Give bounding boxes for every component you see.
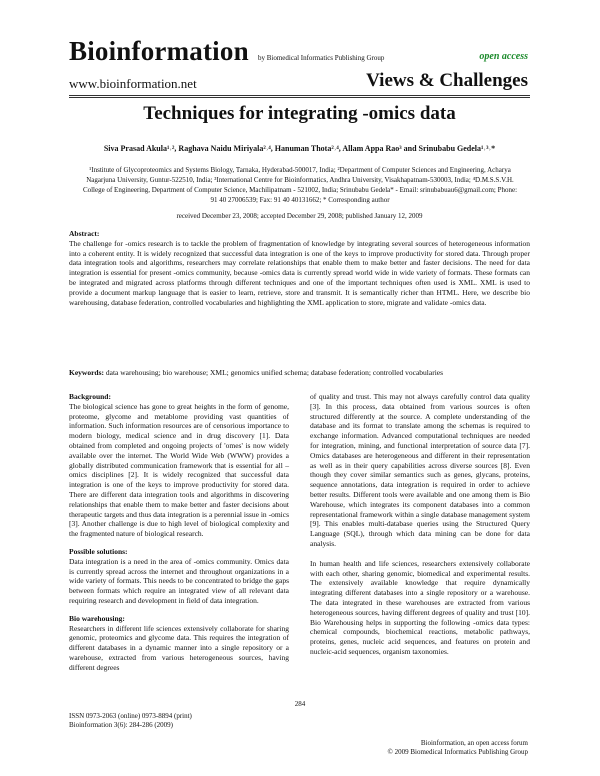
warehousing-text: Researchers in different life sciences extensively collaborate for sharing genomic, proteomics and glycome data. This requires the integration of different databases in a dynamic manner into a single repository or a warehouse, extracted from various heterogeneous sources, having different degrees (69, 623, 289, 672)
publisher-line: by Biomedical Informatics Publishing Group (258, 54, 385, 62)
keywords-text: data warehousing; bio warehouse; XML; genomics unified schema; database federation; controlled vocabularies (104, 368, 444, 377)
section-name: Views & Challenges (366, 70, 528, 91)
issn-block (69, 712, 192, 730)
solutions-text: Data integration is a need in the area of -omics community. Omics data is currently spread across the internet and throughout organizations in a wide variety of formats. This needs to be concentrated to bridge the gaps between formats which require an integrated view of all relevant data requiring research and development in field of data integration. (69, 556, 289, 605)
issn-line: ISSN 0973-2063 (online) 0973-8894 (print) (69, 712, 192, 720)
background-heading: Background: (69, 392, 111, 401)
keywords-line (69, 368, 530, 378)
left-column (69, 392, 289, 673)
header-rule-second (69, 97, 530, 98)
abstract-heading: Abstract: (69, 229, 100, 238)
abstract-text: The challenge for -omics research is to tackle the problem of fragmentation of knowledge by integrating several sources of heterogeneous information into a coherent entity. It is widely recognized that successful data integration is one of the keys to improve productivity for stored data. Through proper data integration tools and algorithms, researchers may correlate relationships that enable them to make better and faster decisions. The need for data integration is essential for present -omics community, because -omics data is currently spread world wide in wide variety of formats. These formats can be integrated and migrated across platforms through different techniques and one of the important techniques often used is XML. XML is used to provide a document markup language that is easier to learn, retrieve, store and transmit. It is semantically richer than HTML. Here, we describe bio warehousing, database federation, controlled vocabularies and highlighting the XML application to store, migrate and validate -omics data. (69, 238, 530, 307)
warehousing-heading: Bio warehousing: (69, 613, 125, 623)
article-title: Techniques for integrating -omics data (143, 103, 456, 124)
abstract-section (69, 229, 530, 307)
right-column (310, 392, 530, 657)
citation-line: Bioinformation 3(6): 284-286 (2009) (69, 721, 174, 729)
page-number: 284 (294, 700, 306, 708)
affiliations: ¹Institute of Glycoproteomics and Systems Biology, Tarnaka, Hyderabad-500017, India; ²Department of Computer Sciences and Engineering, Acharya Nagarjuna University, Guntur-522510, India; ³International Centre for Bioinformatics, Andhra University, Visakhapatnam-530003, India; ⁴D.M.S.S.V.H. College of Engineering, Department of Computer Science, Machilipatnam - 521002, India; Srinubabu Gedela* - Email: srinubabuau6@gmail.com; Phone: 91 40 27006539; Fax: 91 40 40131662; * Corresponding author (82, 166, 518, 204)
publication-dates: received December 23, 2008; accepted December 29, 2008; published January 12, 2009 (176, 212, 423, 220)
open-access-label: open access (479, 51, 528, 62)
forum-line: Bioinformation, an open access forum (420, 739, 528, 747)
paragraph-gap (310, 549, 530, 559)
right-paragraph-2: In human health and life sciences, researchers extensively collaborate with each other, sharing genomic, biomedical and experimental results. The extensively available knowledge that require dynamically integrating different databases into a single repository or a warehouse. The data integrated in these warehouses are extracted from various heterogeneous sources, having different degrees of quality and trust [10]. Bio Warehousing helps in supporting the following -omics data types: chemical compounds, biochemical reactions, metabolic pathways, proteins, genes, nucleic acid sequences, and features on protein and nucleic-acid sequences, organism taxonomies. (310, 558, 530, 656)
solutions-heading: Possible solutions: (69, 546, 128, 556)
footer-right (388, 739, 528, 757)
copyright-line: © 2009 Biomedical Informatics Publishing Group (387, 748, 528, 756)
keywords-label: Keywords: (69, 368, 104, 377)
right-paragraph-1: of quality and trust. This may not always carefully control data quality [3]. In this process, data obtained from various sources is often structured differently at the source. A complete understanding of the database and its format to translate among the schemas is required to exchange information. Advanced computational techniques are needed for integration, mining, and functional interpretation of source data [7]. Omics databases are heterogeneous and different in their representation as well as in their query capabilities across diverse sources [8]. Even though they cover similar semantics such as genes, glycans, proteins, sequence annotations, data integration is required in order to achieve better results. Different tools were available and one among them is Bio Warehouse, which integrates its component databases into a common representational framework within a single database management system [9]. This enables multi-database queries using the Structured Query Language (SQL), through which data mining can be done for data analysis. (310, 392, 530, 548)
journal-name: Bioinformation (69, 36, 249, 66)
header-rule (69, 95, 530, 96)
author-list: Siva Prasad Akula¹˒², Raghava Naidu Miriyala²˒⁴, Hanuman Thota²˒⁴, Allam Appa Rao³ and Srinubabu Gedela¹˒³˒* (103, 144, 496, 153)
journal-url[interactable]: www.bioinformation.net (69, 76, 197, 91)
background-text: The biological science has gone to great heights in the form of genome, proteome, glycome and metablome providing vast quantities of information. Such information resources are of censorious importance to modern biology, medical science and in drug discovery [1]. Data obtained from completed and ongoing projects of 'omes' is now widely available over the internet. The World Wide Web (WWW) provides a globally distributed communication framework that is essential for all –omics disciplines [2]. It is widely recognized that successful data integration is one of the keys to improve productivity for stored data. There are different data integration tools and algorithms in discovering relationships that enable them to make better and faster decisions about therapeutic targets and thus data integration is a perennial issue in -omics [3]. Another challenge is due to high level of biological complexity and the fragmented nature of biological research. (69, 401, 289, 539)
